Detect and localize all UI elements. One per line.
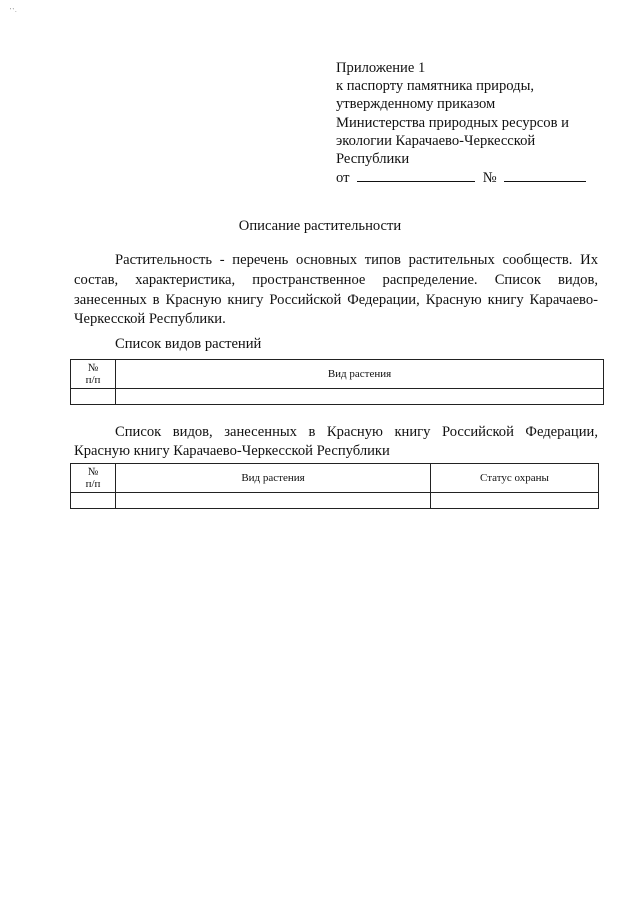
appendix-line: Министерства природных ресурсов и	[336, 114, 569, 131]
table-header-row	[71, 464, 599, 493]
table-cell	[71, 389, 116, 405]
col-plant-species-header: Вид растения	[116, 464, 431, 493]
table-cell	[116, 389, 604, 405]
appendix-line: утвержденному приказом	[336, 96, 496, 113]
table-row	[71, 389, 604, 405]
date-blank	[357, 168, 475, 182]
appendix-date-number-line	[336, 168, 626, 187]
number-label: №	[482, 170, 497, 187]
table-cell	[116, 493, 431, 509]
table-header-row	[71, 360, 604, 389]
scan-mark: ' ' .	[10, 8, 17, 14]
red-book-heading: Список видов, занесенных в Красную книгу Российской Федерации, Красную книгу Карачаево-Черкесской Республики	[74, 424, 598, 459]
appendix-line: Приложение 1	[336, 60, 426, 76]
col-number-header: № п/п	[71, 360, 116, 389]
col-number-header: № п/п	[71, 464, 116, 493]
appendix-line: к паспорту памятника природы,	[336, 78, 535, 95]
table-row	[71, 493, 599, 509]
table-cell	[71, 493, 116, 509]
red-book-table	[70, 463, 599, 509]
plants-table	[70, 359, 604, 405]
number-blank	[504, 168, 586, 182]
col-protection-status-header: Статус охраны	[431, 464, 599, 493]
description-paragraph: Растительность - перечень основных типов растительных сообществ. Их состав, характеристика, пространственное распределение. Список видов, занесенных в Красную книгу Российской Федерации, Красную книгу Карачаево-Черкесской Республики.	[74, 252, 598, 328]
plants-list-heading: Список видов растений	[115, 336, 262, 352]
col-plant-species-header: Вид растения	[116, 360, 604, 389]
from-label: от	[336, 170, 350, 187]
table-cell	[431, 493, 599, 509]
appendix-line: Республики	[336, 151, 410, 168]
appendix-block	[336, 59, 626, 187]
page-title: Описание растительности	[238, 218, 402, 234]
appendix-line: экологии Карачаево-Черкесской	[336, 132, 536, 149]
